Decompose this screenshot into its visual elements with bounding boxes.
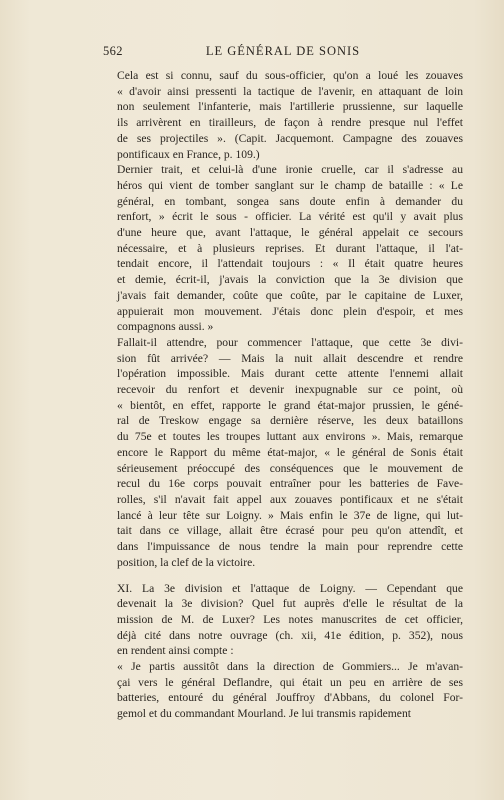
text-line: encore le Rapport du même état-major, « le général de Sonis était — [117, 445, 463, 459]
text-line: batteries, entouré du général Jouffroy d'Abbans, du colonel For- — [117, 691, 463, 705]
text-line: sion fût arrivée? — Mais la nuit allait descendre et rendre — [117, 351, 463, 365]
text-line: du 75e et toutes les troupes luttant aux environs ». Mais, remarque — [117, 430, 463, 444]
text-line: « d'avoir ainsi pressenti la tactique de l'avenir, en attaquant de loin — [117, 84, 463, 98]
text-line: nécessaire, et à plusieurs reprises. Et durant l'attaque, il l'at- — [117, 241, 463, 255]
text-line: Dernier trait, et celui-là d'une ironie cruelle, car il s'adresse au — [117, 163, 463, 177]
text-line: appuierait mon mouvement. J'étais donc plein d'espoir, et mes — [117, 304, 463, 318]
paragraph — [103, 68, 463, 162]
text-line: tait dans ce village, allait être écrasé pour peu qu'on attendît, et — [117, 524, 463, 538]
text-line: sérieusement préoccupé des conséquences que le mouvement de — [117, 461, 463, 475]
text-line: gemol et du commandant Mourland. Je lui transmis rapidement — [117, 707, 411, 721]
text-line: héros qui vient de tomber sanglant sur le champ de bataille : « Le — [117, 178, 463, 192]
text-line: « Je partis aussitôt dans la direction de Gommiers... Je m'avan- — [117, 660, 463, 674]
section-paragraph — [103, 581, 463, 660]
paragraph — [103, 335, 463, 571]
running-title: LE GÉNÉRAL DE SONIS — [205, 44, 361, 58]
text-line: « bientôt, en effet, rapporte le grand état-major prussien, le géné- — [117, 398, 463, 412]
text-line: XI. La 3e division et l'attaque de Loigny. — Cependant que — [117, 581, 463, 595]
text-line: position, la clef de la victoire. — [117, 555, 256, 569]
text-line: compagnons aussi. » — [117, 320, 214, 334]
text-line: tendait encore, il l'attendait toujours : « Il était quatre heures — [117, 257, 463, 271]
text-line: recul du 16e corps pouvait entraîner pour les batteries de Fave- — [117, 477, 463, 491]
text-line: lancé à leur tête sur Loigny. » Mais enfin le 37e de ligne, qui lut- — [117, 508, 463, 522]
paragraph — [103, 162, 463, 335]
text-line: Cela est si connu, sauf du sous-officier, qu'on a loué les zouaves — [117, 69, 463, 82]
text-line: recevoir du renfort et devenir inexpugnable sur ce point, où — [117, 383, 463, 397]
text-line: général, en tombant, songea sans doute enfin à demander du — [117, 194, 463, 208]
text-line: ral de Treskow engage sa dernière réserve, les deux bataillons — [117, 414, 463, 428]
text-line: renfort, » écrit le sous - officier. La vérité est qu'il y avait plus — [117, 210, 463, 224]
page-header — [103, 44, 463, 62]
text-line: çai vers le général Deflandre, qui était un peu en arrière de ses — [117, 675, 463, 689]
text-line: j'avais fait demander, coûte que coûte, par le capitaine de Luxer, — [117, 288, 463, 302]
text-line: non seulement l'infanterie, mais l'artillerie prussienne, sur laquelle — [117, 100, 463, 114]
text-line: ils arrivèrent en tirailleurs, de façon à rendre presque nul l'effet — [117, 116, 463, 130]
text-line: Fallait-il attendre, pour commencer l'attaque, que cette 3e divi- — [117, 335, 463, 349]
text-line: de ses projectiles ». (Capit. Jacquemont. Campagne des zouaves — [117, 131, 463, 145]
text-line: en rendent ainsi compte : — [117, 644, 234, 658]
text-line: d'une heure que, avant l'attaque, le général appelait ce secours — [117, 226, 463, 240]
text-line: déjà cité dans notre ouvrage (ch. xii, 41e édition, p. 352), nous — [117, 628, 463, 642]
text-line: pontificaux en France, p. 109.) — [117, 147, 260, 161]
text-line: mission de M. de Luxer? Les notes manuscrites de cet officier, — [117, 612, 463, 626]
text-line: l'opération impossible. Mais durant cette attente l'ennemi allait — [117, 367, 463, 381]
page-number: 562 — [103, 44, 123, 58]
paragraph — [103, 659, 463, 722]
text-line: et demie, écrit-il, j'avais la conviction que la 3e division que — [117, 273, 463, 287]
page-body — [103, 68, 463, 722]
text-line: dans l'impuissance de nous tendre la main pour reprendre cette — [117, 540, 463, 554]
text-line: rolles, s'il n'avait fait appel aux zouaves pontificaux et ne s'était — [117, 492, 463, 506]
text-line: devenait la 3e division? Quel fut auprès d'elle le résultat de la — [117, 597, 463, 611]
